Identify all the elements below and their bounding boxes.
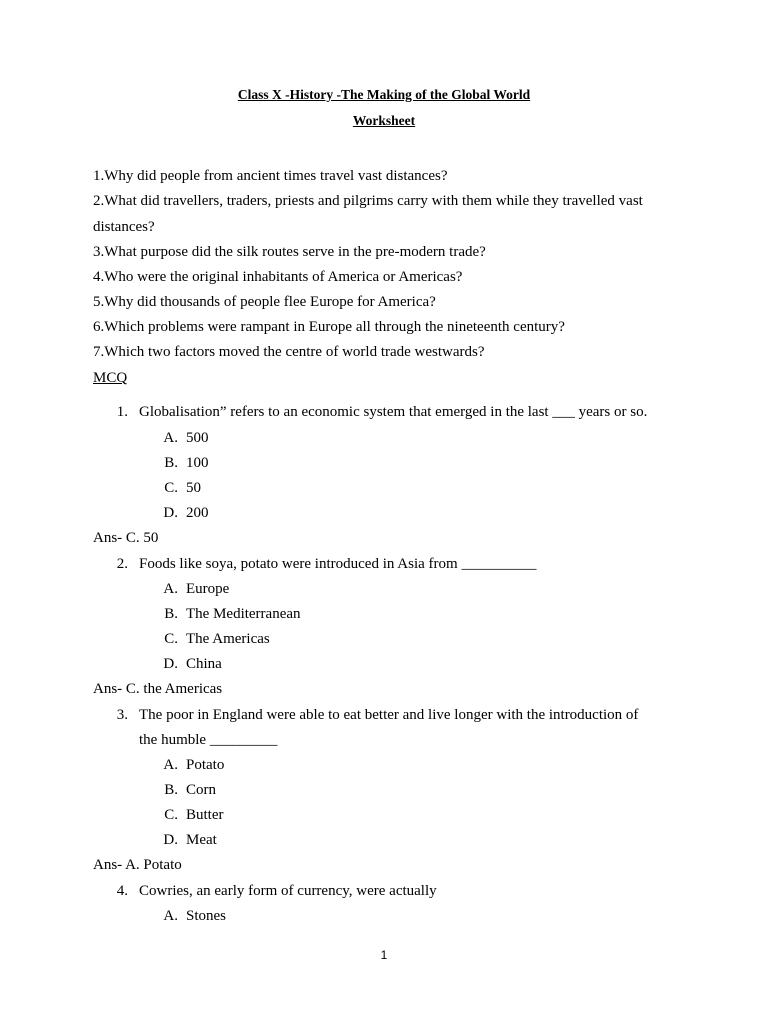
option-letter: C. [164,480,178,496]
document-title: Class X -History -The Making of the Global World [237,87,531,102]
option-text: China [186,656,222,672]
mcq-question: Globalisation” refers to an economic system that emerged in the last ___ years or so. [139,404,648,420]
option-text: 50 [186,480,201,496]
mcq-number: 1. [116,404,128,420]
question-line: 7.Which two factors moved the centre of world trade westwards? [93,344,485,360]
mcq-question: Cowries, an early form of currency, were actually [139,883,437,899]
option-letter: C. [164,631,178,647]
page-number: 1 [380,948,388,962]
question-line: 1.Why did people from ancient times travel vast distances? [93,168,448,184]
mcq-question: The poor in England were able to eat better and live longer with the introduction of [139,707,639,723]
answer-line: Ans- A. Potato [93,857,182,873]
question-line: 3.What purpose did the silk routes serve in the pre-modern trade? [93,244,486,260]
option-letter: A. [163,581,178,597]
option-letter: B. [164,455,178,471]
mcq-number: 2. [116,556,128,572]
option-letter: B. [164,782,178,798]
option-letter: C. [164,807,178,823]
option-text: 500 [186,430,209,446]
option-text: Europe [186,581,230,597]
question-line: distances? [93,219,155,235]
option-letter: A. [163,757,178,773]
option-text: Meat [186,832,217,848]
question-line: 2.What did travellers, traders, priests and pilgrims carry with them while they travelled vast [93,193,643,209]
option-text: Corn [186,782,216,798]
document-subtitle: Worksheet [352,113,416,128]
mcq-question: Foods like soya, potato were introduced in Asia from __________ [139,556,537,572]
option-text: Potato [186,757,225,773]
mcq-number: 3. [116,707,128,723]
option-letter: A. [163,908,178,924]
option-letter: D. [163,505,178,521]
option-letter: B. [164,606,178,622]
option-text: The Mediterranean [186,606,301,622]
mcq-heading: MCQ [93,370,128,386]
question-line: 5.Why did thousands of people flee Europe for America? [93,294,436,310]
option-letter: D. [163,656,178,672]
option-text: Butter [186,807,224,823]
answer-line: Ans- C. 50 [93,530,159,546]
mcq-question: the humble _________ [139,732,278,748]
mcq-number: 4. [116,883,128,899]
option-text: 200 [186,505,209,521]
question-line: 6.Which problems were rampant in Europe all through the nineteenth century? [93,319,565,335]
option-letter: A. [163,430,178,446]
option-letter: D. [163,832,178,848]
answer-line: Ans- C. the Americas [93,681,223,697]
option-text: Stones [186,908,227,924]
option-text: 100 [186,455,209,471]
option-text: The Americas [186,631,270,647]
question-line: 4.Who were the original inhabitants of America or Americas? [93,269,463,285]
